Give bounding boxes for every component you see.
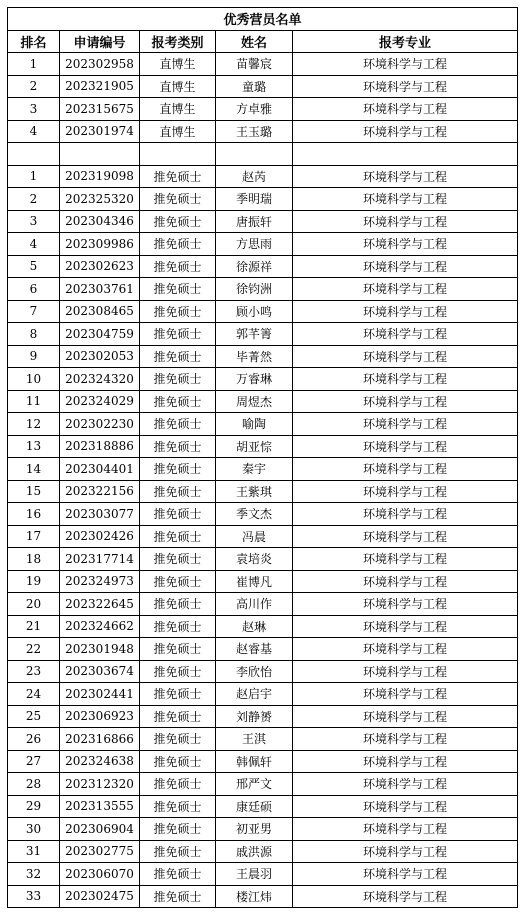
category-cell: 直博生 bbox=[140, 53, 216, 76]
rank-cell: 33 bbox=[8, 885, 60, 908]
major-cell: 环境科学与工程 bbox=[293, 570, 518, 593]
name-cell: 赵启宇 bbox=[216, 683, 293, 706]
major-cell: 环境科学与工程 bbox=[293, 120, 518, 143]
table-row bbox=[8, 435, 518, 458]
rank-cell: 7 bbox=[8, 300, 60, 323]
category-cell: 推免硕士 bbox=[140, 210, 216, 233]
table-row bbox=[8, 53, 518, 76]
category-cell: 推免硕士 bbox=[140, 255, 216, 278]
table-row bbox=[8, 98, 518, 121]
application-id-cell: 202304401 bbox=[60, 458, 140, 481]
rank-cell: 30 bbox=[8, 818, 60, 841]
rank-cell: 2 bbox=[8, 188, 60, 211]
application-id-cell: 202306904 bbox=[60, 818, 140, 841]
category-cell: 推免硕士 bbox=[140, 773, 216, 796]
rank-cell: 9 bbox=[8, 345, 60, 368]
application-id-cell: 202315675 bbox=[60, 98, 140, 121]
rank-cell: 17 bbox=[8, 525, 60, 548]
table-row bbox=[8, 705, 518, 728]
major-cell: 环境科学与工程 bbox=[293, 480, 518, 503]
application-id-cell: 202313555 bbox=[60, 795, 140, 818]
major-cell: 环境科学与工程 bbox=[293, 278, 518, 301]
table-row bbox=[8, 413, 518, 436]
major-cell: 环境科学与工程 bbox=[293, 728, 518, 751]
application-id-cell: 202312320 bbox=[60, 773, 140, 796]
table-row bbox=[8, 885, 518, 908]
rank-cell: 26 bbox=[8, 728, 60, 751]
table-row bbox=[8, 525, 518, 548]
rank-cell: 19 bbox=[8, 570, 60, 593]
table-row bbox=[8, 120, 518, 143]
name-cell: 郭芊箐 bbox=[216, 323, 293, 346]
application-id-cell: 202324662 bbox=[60, 615, 140, 638]
header-application-id: 申请编号 bbox=[60, 30, 140, 53]
name-cell: 王晨羽 bbox=[216, 863, 293, 886]
application-id-cell: 202321905 bbox=[60, 75, 140, 98]
application-id-cell: 202302623 bbox=[60, 255, 140, 278]
major-cell: 环境科学与工程 bbox=[293, 705, 518, 728]
header-category: 报考类别 bbox=[140, 30, 216, 53]
rank-cell: 27 bbox=[8, 750, 60, 773]
name-cell: 李欣怡 bbox=[216, 660, 293, 683]
major-cell: 环境科学与工程 bbox=[293, 255, 518, 278]
name-cell: 赵睿基 bbox=[216, 638, 293, 661]
major-cell: 环境科学与工程 bbox=[293, 210, 518, 233]
name-cell: 季文杰 bbox=[216, 503, 293, 526]
rank-cell: 4 bbox=[8, 233, 60, 256]
name-cell: 季明瑞 bbox=[216, 188, 293, 211]
table-row bbox=[8, 638, 518, 661]
major-cell: 环境科学与工程 bbox=[293, 660, 518, 683]
category-cell: 推免硕士 bbox=[140, 345, 216, 368]
honor-roster-table bbox=[7, 7, 518, 908]
major-cell: 环境科学与工程 bbox=[293, 165, 518, 188]
name-cell: 苗馨宸 bbox=[216, 53, 293, 76]
category-cell: 推免硕士 bbox=[140, 480, 216, 503]
name-cell: 初亚男 bbox=[216, 818, 293, 841]
application-id-cell: 202303674 bbox=[60, 660, 140, 683]
rank-cell: 4 bbox=[8, 120, 60, 143]
major-cell: 环境科学与工程 bbox=[293, 795, 518, 818]
application-id-cell: 202322156 bbox=[60, 480, 140, 503]
application-id-cell: 202306070 bbox=[60, 863, 140, 886]
name-cell: 方卓雅 bbox=[216, 98, 293, 121]
application-id-cell: 202301948 bbox=[60, 638, 140, 661]
application-id-cell: 202302426 bbox=[60, 525, 140, 548]
name-cell: 袁培炎 bbox=[216, 548, 293, 571]
major-cell: 环境科学与工程 bbox=[293, 300, 518, 323]
table-row bbox=[8, 818, 518, 841]
major-cell: 环境科学与工程 bbox=[293, 75, 518, 98]
application-id-cell: 202308465 bbox=[60, 300, 140, 323]
application-id-cell: 202319098 bbox=[60, 165, 140, 188]
name-cell: 崔博凡 bbox=[216, 570, 293, 593]
name-cell: 童璐 bbox=[216, 75, 293, 98]
category-cell: 推免硕士 bbox=[140, 458, 216, 481]
category-cell: 推免硕士 bbox=[140, 840, 216, 863]
application-id-cell: 202304346 bbox=[60, 210, 140, 233]
recommended-master-group bbox=[8, 165, 518, 908]
application-id-cell: 202317714 bbox=[60, 548, 140, 571]
application-id-cell: 202318886 bbox=[60, 435, 140, 458]
application-id-cell: 202309986 bbox=[60, 233, 140, 256]
name-cell: 王玉璐 bbox=[216, 120, 293, 143]
name-cell: 楼江炜 bbox=[216, 885, 293, 908]
header-rank: 排名 bbox=[8, 30, 60, 53]
category-cell: 推免硕士 bbox=[140, 795, 216, 818]
major-cell: 环境科学与工程 bbox=[293, 345, 518, 368]
category-cell: 推免硕士 bbox=[140, 300, 216, 323]
category-cell: 推免硕士 bbox=[140, 728, 216, 751]
rank-cell: 28 bbox=[8, 773, 60, 796]
roster-sheet bbox=[7, 7, 518, 908]
header-name: 姓名 bbox=[216, 30, 293, 53]
name-cell: 赵芮 bbox=[216, 165, 293, 188]
category-cell: 推免硕士 bbox=[140, 323, 216, 346]
category-cell: 推免硕士 bbox=[140, 660, 216, 683]
name-cell: 康廷硕 bbox=[216, 795, 293, 818]
application-id-cell: 202322645 bbox=[60, 593, 140, 616]
rank-cell: 3 bbox=[8, 98, 60, 121]
name-cell: 韩佩轩 bbox=[216, 750, 293, 773]
table-row bbox=[8, 795, 518, 818]
major-cell: 环境科学与工程 bbox=[293, 435, 518, 458]
name-cell: 戚洪源 bbox=[216, 840, 293, 863]
rank-cell: 25 bbox=[8, 705, 60, 728]
category-cell: 推免硕士 bbox=[140, 593, 216, 616]
rank-cell: 13 bbox=[8, 435, 60, 458]
major-cell: 环境科学与工程 bbox=[293, 750, 518, 773]
name-cell: 高川作 bbox=[216, 593, 293, 616]
table-row bbox=[8, 390, 518, 413]
table-row bbox=[8, 615, 518, 638]
table-row bbox=[8, 683, 518, 706]
category-cell: 推免硕士 bbox=[140, 818, 216, 841]
table-row bbox=[8, 750, 518, 773]
table-row bbox=[8, 840, 518, 863]
table-row bbox=[8, 570, 518, 593]
name-cell: 方思雨 bbox=[216, 233, 293, 256]
category-cell: 推免硕士 bbox=[140, 885, 216, 908]
major-cell: 环境科学与工程 bbox=[293, 638, 518, 661]
rank-cell: 32 bbox=[8, 863, 60, 886]
table-row bbox=[8, 323, 518, 346]
category-cell: 推免硕士 bbox=[140, 435, 216, 458]
table-row bbox=[8, 458, 518, 481]
table-row bbox=[8, 548, 518, 571]
table-row bbox=[8, 480, 518, 503]
table-row bbox=[8, 300, 518, 323]
category-cell: 推免硕士 bbox=[140, 233, 216, 256]
rank-cell: 6 bbox=[8, 278, 60, 301]
rank-cell: 18 bbox=[8, 548, 60, 571]
category-cell: 推免硕士 bbox=[140, 413, 216, 436]
rank-cell: 3 bbox=[8, 210, 60, 233]
category-cell: 推免硕士 bbox=[140, 570, 216, 593]
application-id-cell: 202324973 bbox=[60, 570, 140, 593]
major-cell: 环境科学与工程 bbox=[293, 323, 518, 346]
rank-cell: 31 bbox=[8, 840, 60, 863]
table-row bbox=[8, 593, 518, 616]
rank-cell: 15 bbox=[8, 480, 60, 503]
category-cell: 直博生 bbox=[140, 120, 216, 143]
major-cell: 环境科学与工程 bbox=[293, 773, 518, 796]
direct-phd-group bbox=[8, 53, 518, 143]
major-cell: 环境科学与工程 bbox=[293, 503, 518, 526]
table-row bbox=[8, 345, 518, 368]
application-id-cell: 202302958 bbox=[60, 53, 140, 76]
name-cell: 毕菁然 bbox=[216, 345, 293, 368]
category-cell: 直博生 bbox=[140, 75, 216, 98]
table-row bbox=[8, 233, 518, 256]
major-cell: 环境科学与工程 bbox=[293, 368, 518, 391]
major-cell: 环境科学与工程 bbox=[293, 458, 518, 481]
category-cell: 推免硕士 bbox=[140, 503, 216, 526]
category-cell: 推免硕士 bbox=[140, 705, 216, 728]
group-separator bbox=[8, 143, 518, 166]
name-cell: 万睿琳 bbox=[216, 368, 293, 391]
application-id-cell: 202302053 bbox=[60, 345, 140, 368]
application-id-cell: 202324638 bbox=[60, 750, 140, 773]
application-id-cell: 202303761 bbox=[60, 278, 140, 301]
application-id-cell: 202304759 bbox=[60, 323, 140, 346]
rank-cell: 20 bbox=[8, 593, 60, 616]
application-id-cell: 202302475 bbox=[60, 885, 140, 908]
major-cell: 环境科学与工程 bbox=[293, 840, 518, 863]
rank-cell: 22 bbox=[8, 638, 60, 661]
major-cell: 环境科学与工程 bbox=[293, 818, 518, 841]
rank-cell: 16 bbox=[8, 503, 60, 526]
name-cell: 顾小鸣 bbox=[216, 300, 293, 323]
application-id-cell: 202302441 bbox=[60, 683, 140, 706]
major-cell: 环境科学与工程 bbox=[293, 548, 518, 571]
rank-cell: 21 bbox=[8, 615, 60, 638]
name-cell: 周煜杰 bbox=[216, 390, 293, 413]
table-row bbox=[8, 278, 518, 301]
table-row bbox=[8, 773, 518, 796]
name-cell: 刘静赟 bbox=[216, 705, 293, 728]
name-cell: 冯晨 bbox=[216, 525, 293, 548]
header-row bbox=[8, 30, 518, 53]
rank-cell: 12 bbox=[8, 413, 60, 436]
table-row bbox=[8, 188, 518, 211]
table-row bbox=[8, 660, 518, 683]
application-id-cell: 202302775 bbox=[60, 840, 140, 863]
name-cell: 喻陶 bbox=[216, 413, 293, 436]
table-row bbox=[8, 503, 518, 526]
name-cell: 赵琳 bbox=[216, 615, 293, 638]
category-cell: 推免硕士 bbox=[140, 863, 216, 886]
category-cell: 推免硕士 bbox=[140, 188, 216, 211]
rank-cell: 14 bbox=[8, 458, 60, 481]
major-cell: 环境科学与工程 bbox=[293, 525, 518, 548]
major-cell: 环境科学与工程 bbox=[293, 53, 518, 76]
application-id-cell: 202325320 bbox=[60, 188, 140, 211]
rank-cell: 23 bbox=[8, 660, 60, 683]
application-id-cell: 202302230 bbox=[60, 413, 140, 436]
name-cell: 胡亚悰 bbox=[216, 435, 293, 458]
table-row bbox=[8, 368, 518, 391]
name-cell: 邢严文 bbox=[216, 773, 293, 796]
category-cell: 直博生 bbox=[140, 98, 216, 121]
application-id-cell: 202316866 bbox=[60, 728, 140, 751]
name-cell: 秦宇 bbox=[216, 458, 293, 481]
major-cell: 环境科学与工程 bbox=[293, 98, 518, 121]
category-cell: 推免硕士 bbox=[140, 750, 216, 773]
rank-cell: 1 bbox=[8, 53, 60, 76]
category-cell: 推免硕士 bbox=[140, 165, 216, 188]
table-row bbox=[8, 255, 518, 278]
category-cell: 推免硕士 bbox=[140, 615, 216, 638]
major-cell: 环境科学与工程 bbox=[293, 188, 518, 211]
title-row bbox=[8, 8, 518, 31]
major-cell: 环境科学与工程 bbox=[293, 233, 518, 256]
header-major: 报考专业 bbox=[293, 30, 518, 53]
blank-row bbox=[8, 143, 518, 166]
major-cell: 环境科学与工程 bbox=[293, 683, 518, 706]
name-cell: 唐振轩 bbox=[216, 210, 293, 233]
rank-cell: 2 bbox=[8, 75, 60, 98]
major-cell: 环境科学与工程 bbox=[293, 390, 518, 413]
major-cell: 环境科学与工程 bbox=[293, 885, 518, 908]
rank-cell: 29 bbox=[8, 795, 60, 818]
major-cell: 环境科学与工程 bbox=[293, 615, 518, 638]
table-row bbox=[8, 863, 518, 886]
rank-cell: 10 bbox=[8, 368, 60, 391]
table-row bbox=[8, 210, 518, 233]
table-row bbox=[8, 75, 518, 98]
application-id-cell: 202324029 bbox=[60, 390, 140, 413]
category-cell: 推免硕士 bbox=[140, 525, 216, 548]
table-row bbox=[8, 728, 518, 751]
category-cell: 推免硕士 bbox=[140, 638, 216, 661]
name-cell: 王紫琪 bbox=[216, 480, 293, 503]
rank-cell: 1 bbox=[8, 165, 60, 188]
name-cell: 徐钧洲 bbox=[216, 278, 293, 301]
name-cell: 徐源祥 bbox=[216, 255, 293, 278]
category-cell: 推免硕士 bbox=[140, 548, 216, 571]
application-id-cell: 202306923 bbox=[60, 705, 140, 728]
table-title: 优秀营员名单 bbox=[8, 8, 518, 31]
rank-cell: 24 bbox=[8, 683, 60, 706]
major-cell: 环境科学与工程 bbox=[293, 863, 518, 886]
category-cell: 推免硕士 bbox=[140, 390, 216, 413]
major-cell: 环境科学与工程 bbox=[293, 413, 518, 436]
category-cell: 推免硕士 bbox=[140, 278, 216, 301]
category-cell: 推免硕士 bbox=[140, 683, 216, 706]
category-cell: 推免硕士 bbox=[140, 368, 216, 391]
major-cell: 环境科学与工程 bbox=[293, 593, 518, 616]
table-row bbox=[8, 165, 518, 188]
rank-cell: 5 bbox=[8, 255, 60, 278]
application-id-cell: 202303077 bbox=[60, 503, 140, 526]
rank-cell: 8 bbox=[8, 323, 60, 346]
rank-cell: 11 bbox=[8, 390, 60, 413]
name-cell: 王淇 bbox=[216, 728, 293, 751]
application-id-cell: 202301974 bbox=[60, 120, 140, 143]
application-id-cell: 202324320 bbox=[60, 368, 140, 391]
